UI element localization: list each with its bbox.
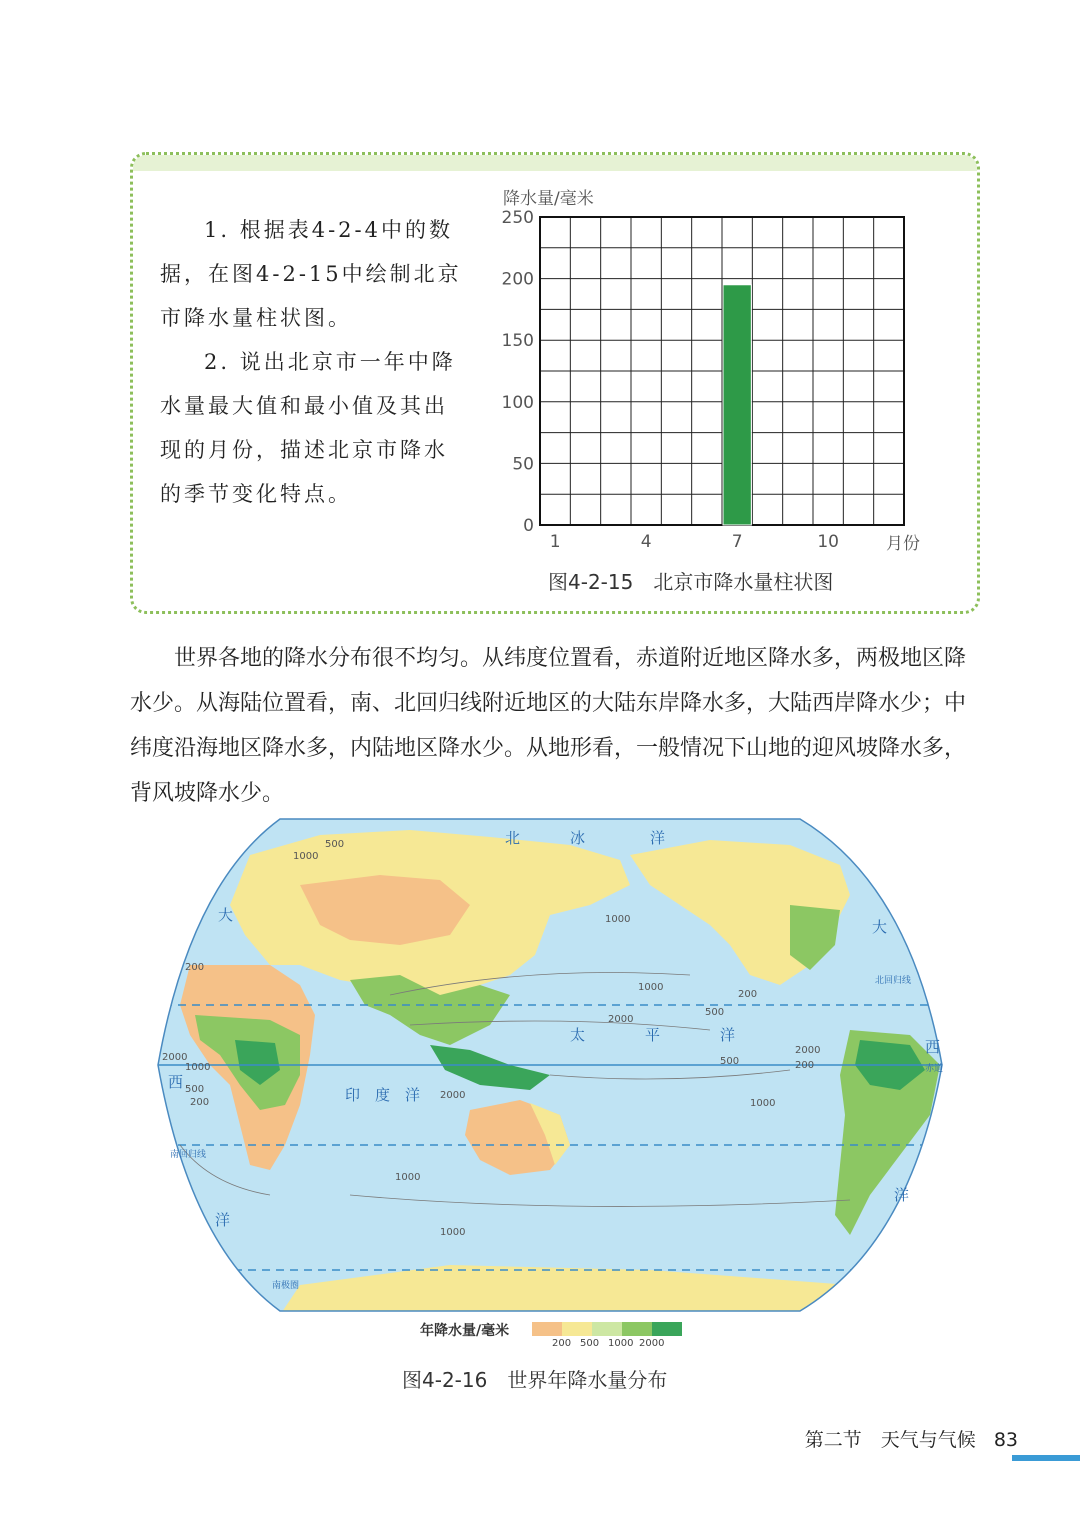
world-precip-map xyxy=(150,815,950,1315)
map-legend xyxy=(420,1320,720,1360)
ocean-label: 平 xyxy=(645,1026,661,1044)
ocean-label: 北 xyxy=(505,829,521,847)
legend-tick: 200 xyxy=(552,1338,572,1349)
map-caption: 图4-2-16 世界年降水量分布 xyxy=(402,1368,668,1392)
legend-swatches xyxy=(532,1322,682,1336)
legend-swatch xyxy=(652,1322,682,1336)
ocean-label: 洋 xyxy=(215,1211,231,1229)
chart-svg xyxy=(495,180,935,600)
ocean-label: 洋 xyxy=(720,1026,736,1044)
isohyet-label: 500 xyxy=(705,1007,725,1018)
isohyet-label: 500 xyxy=(325,839,345,850)
ocean-label: 洋 xyxy=(650,829,666,847)
south-tropic-label: 南回归线 xyxy=(170,1150,207,1160)
y-tick-label: 150 xyxy=(501,331,534,352)
isohyet-label: 200 xyxy=(190,1097,210,1108)
ocean-label: 大 xyxy=(872,918,888,936)
isohyet-label: 1000 xyxy=(750,1098,776,1109)
isohyet-label: 1000 xyxy=(293,851,319,862)
legend-swatch xyxy=(562,1322,592,1336)
y-tick-label: 200 xyxy=(501,269,534,290)
antarctic-circle-label: 南极圈 xyxy=(272,1281,300,1291)
ocean-label: 度 xyxy=(375,1086,391,1104)
legend-tick: 500 xyxy=(580,1338,600,1349)
isohyet-label: 2000 xyxy=(608,1014,634,1025)
isohyet-label: 1000 xyxy=(605,914,631,925)
isohyet-label: 2000 xyxy=(162,1052,188,1063)
ocean-label: 大 xyxy=(218,906,234,924)
x-tick-label: 7 xyxy=(731,532,743,552)
bar-month-7 xyxy=(723,285,751,525)
page-footer xyxy=(805,1425,1018,1452)
legend-swatch xyxy=(532,1322,562,1336)
isohyet-label: 500 xyxy=(185,1084,205,1095)
legend-swatch xyxy=(592,1322,622,1336)
chart-caption: 图4-2-15 北京市降水量柱状图 xyxy=(548,570,834,594)
ocean-label: 西 xyxy=(168,1073,184,1091)
activity-header-band xyxy=(133,155,977,171)
isohyet-label: 2000 xyxy=(440,1090,466,1101)
legend-tick: 1000 xyxy=(608,1338,634,1349)
x-tick-label: 4 xyxy=(640,532,652,552)
isohyet-label: 200 xyxy=(185,962,205,973)
question-2: 2. 说出北京市一年中降水量最大值和最小值及其出现的月份，描述北京市降水的季节变化特点。 xyxy=(160,350,456,506)
ocean-label: 洋 xyxy=(894,1186,910,1204)
x-axis-label: 月份 xyxy=(886,534,920,554)
y-tick-label: 0 xyxy=(523,516,534,536)
equator-label: 赤道 xyxy=(925,1064,944,1074)
legend-swatch xyxy=(622,1322,652,1336)
y-tick-label: 100 xyxy=(501,392,534,413)
north-tropic-label: 北回归线 xyxy=(875,976,912,986)
isohyet-label: 2000 xyxy=(795,1045,821,1056)
isohyet-label: 200 xyxy=(795,1060,815,1071)
legend-tick: 2000 xyxy=(639,1338,665,1349)
ocean-label: 印 xyxy=(345,1086,361,1104)
isohyet-label: 1000 xyxy=(638,982,664,993)
legend-title: 年降水量/毫米 xyxy=(420,1323,510,1339)
y-tick-label: 250 xyxy=(501,208,534,228)
isohyet-label: 1000 xyxy=(440,1227,466,1238)
isohyet-label: 200 xyxy=(738,989,758,1000)
page-number: 83 xyxy=(993,1429,1018,1451)
body-paragraph: 世界各地的降水分布很不均匀。从纬度位置看，赤道附近地区降水多，两极地区降水少。从海陆位置看，南、北回归线附近地区的大陆东岸降水多，大陆西岸降水少；中纬度沿海地区降水多，内陆地区降水少。从地形看，一般情况下山地的迎风坡降水多，背风坡降水少。 xyxy=(130,646,967,806)
x-tick-label: 1 xyxy=(549,532,561,552)
isohyet-label: 1000 xyxy=(395,1172,421,1183)
x-tick-label: 10 xyxy=(817,532,839,552)
y-axis-label: 降水量/毫米 xyxy=(503,189,594,209)
ocean-label: 西 xyxy=(925,1038,941,1056)
ocean-label: 冰 xyxy=(570,829,586,847)
ocean-label: 洋 xyxy=(405,1086,421,1104)
isohyet-label: 1000 xyxy=(185,1062,211,1073)
map-svg xyxy=(150,815,950,1315)
isohyet-label: 500 xyxy=(720,1056,740,1067)
beijing-precip-chart xyxy=(495,180,935,600)
y-tick-label: 50 xyxy=(512,454,534,475)
section-title: 第二节 天气与气候 xyxy=(804,1429,976,1451)
ocean-label: 太 xyxy=(570,1026,586,1044)
question-1: 1. 根据表4-2-4中的数据，在图4-2-15中绘制北京市降水量柱状图。 xyxy=(160,218,462,330)
footer-accent-bar xyxy=(1012,1455,1080,1461)
